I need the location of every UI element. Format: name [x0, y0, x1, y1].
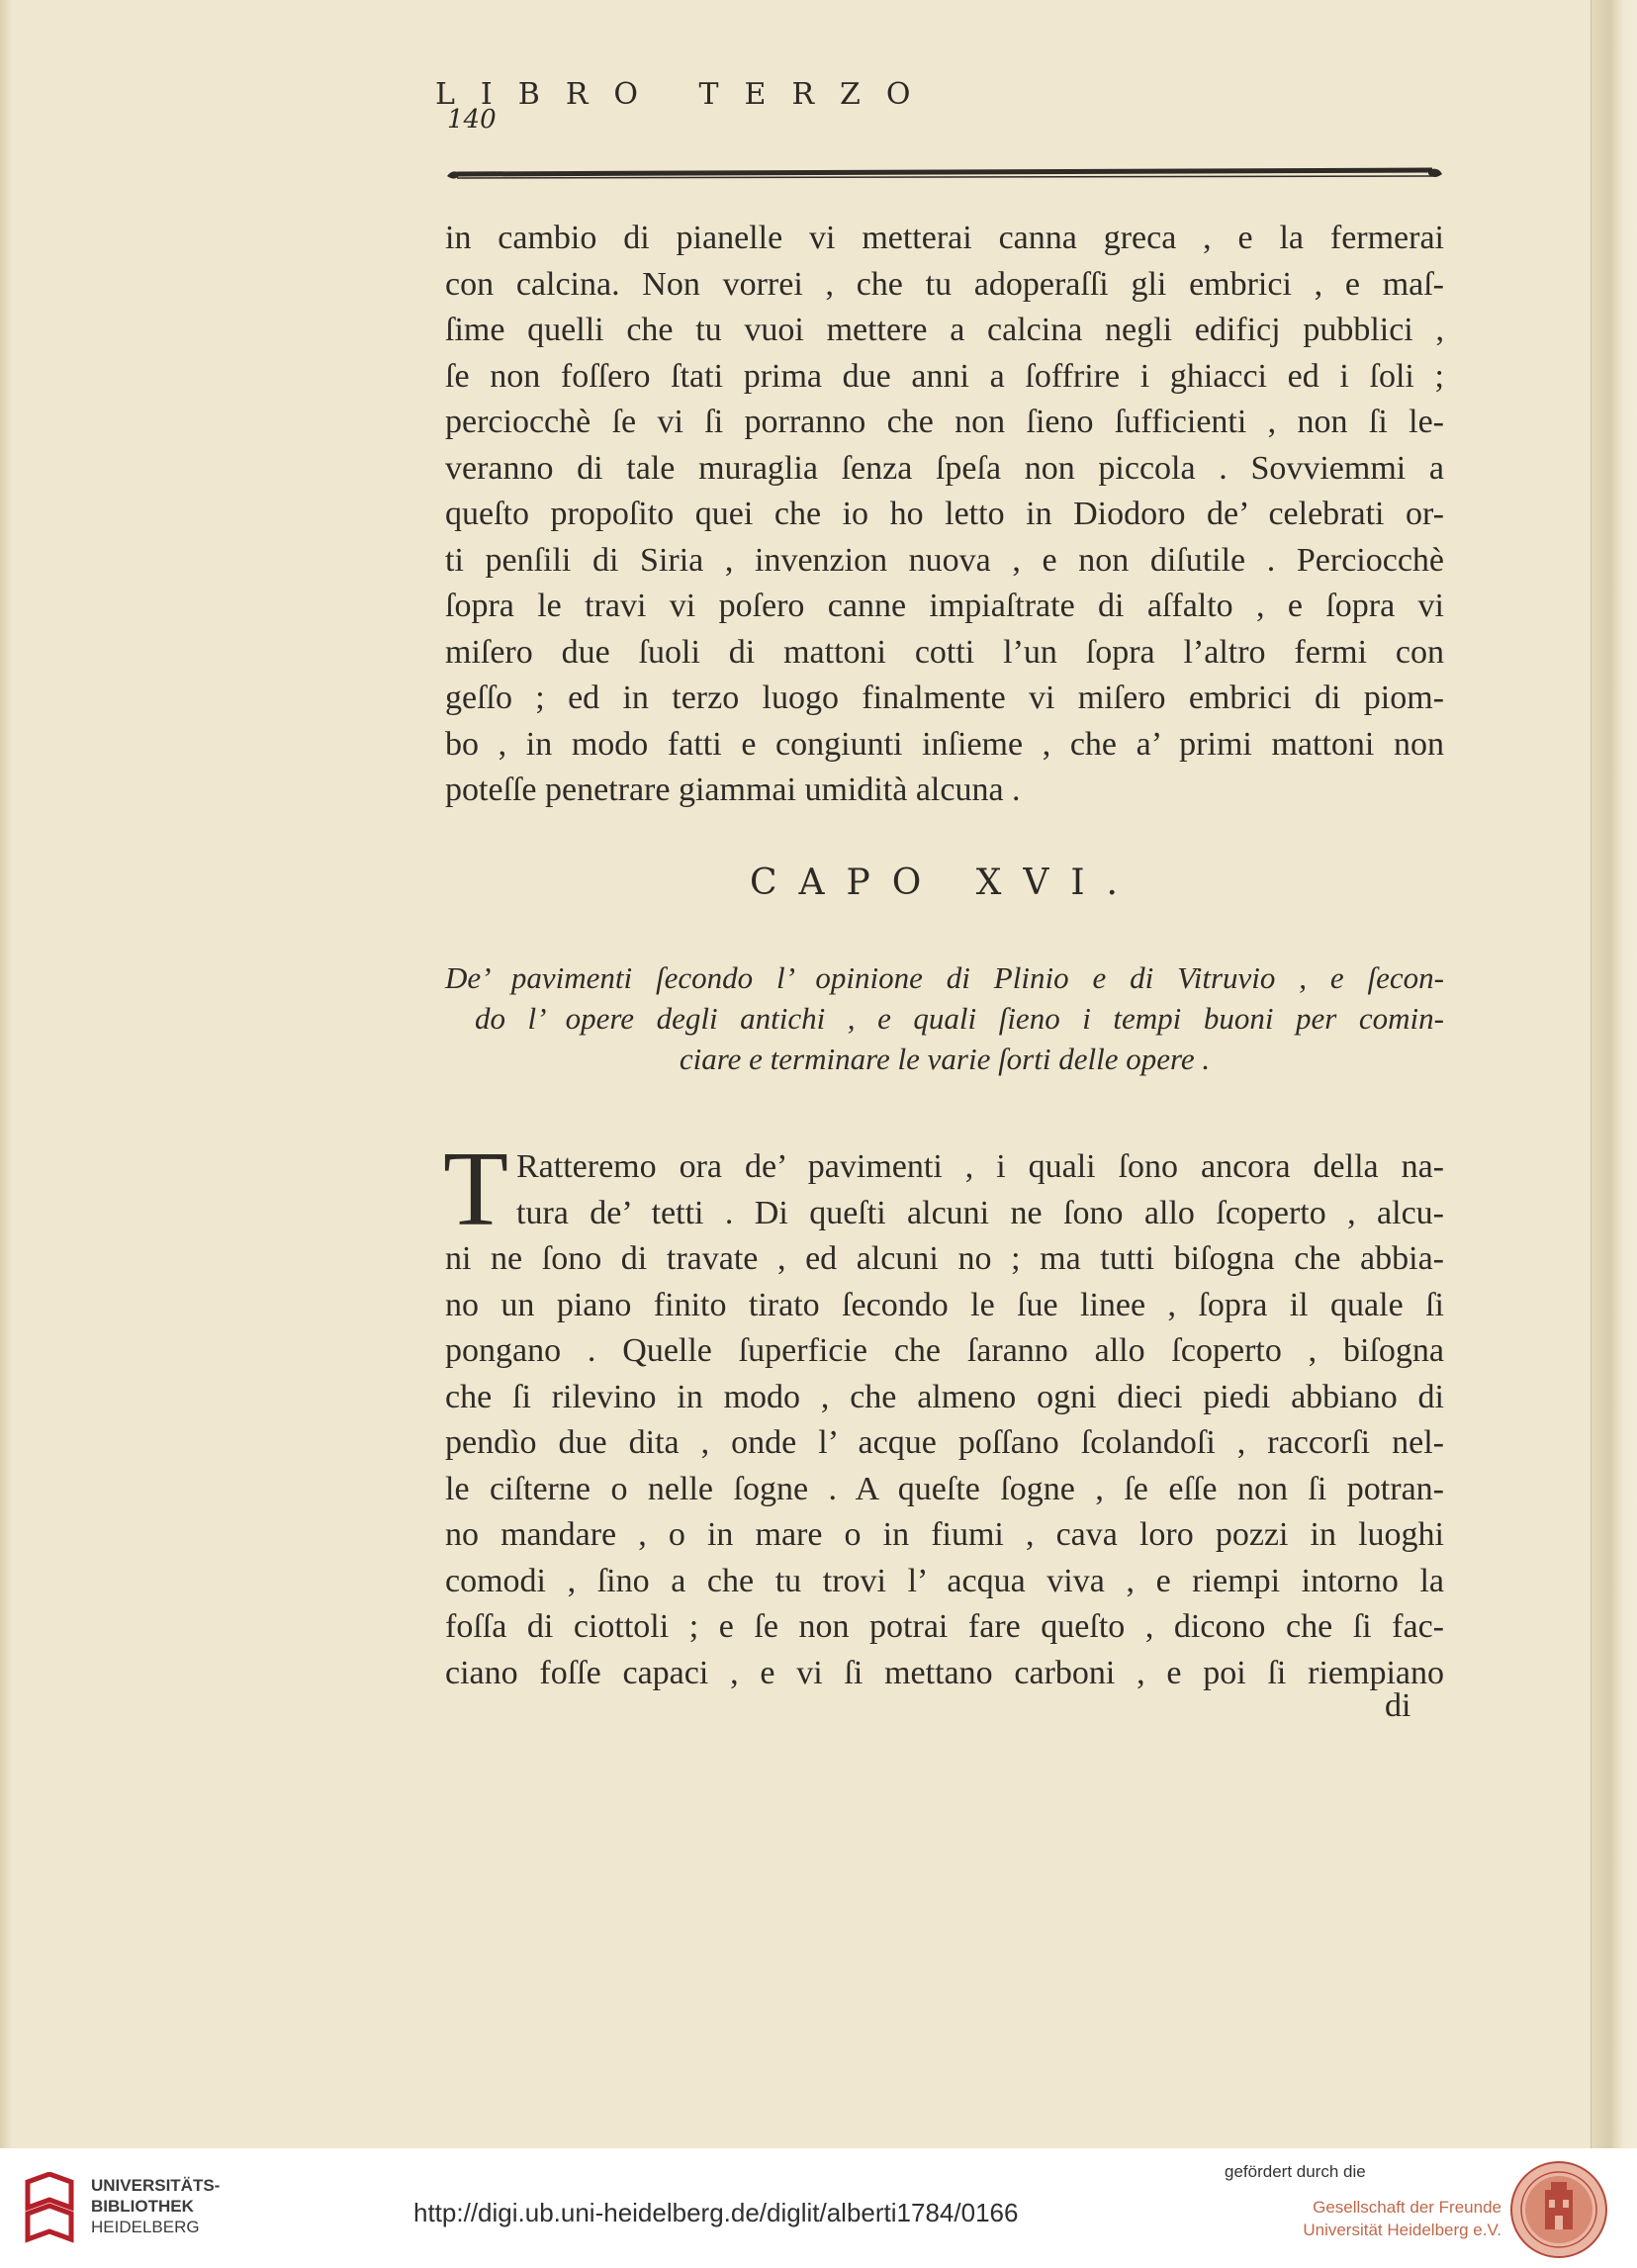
text-line: veranno di tale muraglia ſenza ſpeſa non piccola . Sovviemmi a — [445, 449, 1444, 487]
paragraph-2 — [443, 1131, 1444, 1696]
digitization-footer — [0, 2148, 1637, 2268]
sponsor-name-line: Universität Heidelberg e.V. — [1303, 2221, 1501, 2239]
drop-cap: T — [443, 1131, 508, 1248]
summary-line: De’ pavimenti ſecondo l’ opinione di Plinio e di Vitruvio , e ſecon- — [445, 960, 1444, 995]
header-ornamental-rule — [445, 160, 1444, 190]
text-line: ſime quelli che tu vuoi mettere a calcina negli edificj pubblici , — [445, 312, 1444, 348]
library-name-line: HEIDELBERG — [91, 2218, 200, 2236]
text-line: ni ne ſono di travate , ed alcuni no ; ma tutti biſogna che abbia- — [445, 1240, 1444, 1277]
library-name-line: BIBLIOTHEK — [91, 2197, 194, 2216]
text-line: foſſa di ciottoli ; e ſe non potrai fare queſto , dicono che ſi fac- — [445, 1608, 1444, 1645]
text-line: ſe non foſſero ſtati prima due anni a ſoffrire i ghiacci ed i ſoli ; — [445, 357, 1444, 395]
text-line: pendìo due dita , onde l’ acque poſſano ſcolandoſi , raccorſi nel- — [445, 1424, 1444, 1461]
text-line: comodi , ſino a che tu trovi l’ acqua viva , e riempi intorno la — [445, 1562, 1444, 1599]
text-line: Ratteremo ora de’ pavimenti , i quali ſono ancora della na- — [516, 1148, 1444, 1185]
sponsor-label: gefördert durch die — [1225, 2162, 1366, 2181]
text-line: pongano . Quelle ſuperficie che ſaranno allo ſcoperto , biſogna — [445, 1332, 1444, 1369]
text-line: ſopra le travi vi poſero canne impiaſtrate di aſfalto , e ſopra vi — [445, 588, 1444, 624]
text-line: ti penſili di Siria , invenzion nuova , e non diſutile . Perciocchè — [445, 541, 1444, 579]
text-line: no mandare , o in mare o in fiumi , cava loro pozzi in luoghi — [445, 1516, 1444, 1553]
text-line: queſto propoſito quei che io ho letto in Diodoro de’ celebrati or- — [445, 496, 1444, 532]
sponsor-name — [1254, 2196, 1501, 2241]
text-line: le ciſterne o nelle ſogne . A queſte ſogne , ſe eſſe non ſi potran- — [445, 1470, 1444, 1507]
library-name — [91, 2175, 220, 2237]
text-line: poteſſe penetrare giammai umidità alcuna . — [445, 771, 1021, 808]
text-line: ciano foſſe capaci , e vi ſi mettano carboni , e poi ſi riempiano — [445, 1654, 1444, 1691]
text-line: che ſi rilevino in modo , che almeno ogni dieci piedi abbiano di — [445, 1378, 1444, 1415]
chapter-heading: CAPO XVI. — [749, 862, 1139, 903]
sponsor-name-line: Gesellschaft der Freunde — [1313, 2198, 1501, 2217]
catchword: di — [1385, 1687, 1411, 1724]
chapter-summary — [445, 957, 1444, 1079]
running-title: LIBRO TERZO — [435, 77, 937, 112]
page-number: 140 — [447, 105, 497, 135]
text-line: geſſo ; ed in terzo luogo finalmente vi miſero embrici di piom- — [445, 680, 1444, 716]
page-gutter-shade — [0, 0, 12, 2148]
page-right-edge — [1591, 0, 1637, 2148]
text-line: perciocchè ſe vi ſi porranno che non ſieno ſufficienti , non ſi le- — [445, 404, 1444, 440]
text-line: in cambio di pianelle vi metterai canna greca , e la fermerai — [445, 220, 1444, 256]
summary-line: do l’ opere degli antichi , e quali ſieno i tempi buoni per comin- — [475, 1001, 1444, 1036]
permalink-url[interactable]: http://digi.ub.uni-heidelberg.de/diglit/alberti1784/0166 — [413, 2198, 1019, 2227]
summary-line: ciare e terminare le varie ſorti delle opere . — [679, 1042, 1211, 1076]
text-line: tura de’ tetti . Di queſti alcuni ne ſono allo ſcoperto , alcu- — [516, 1194, 1444, 1231]
text-line: bo , in modo fatti e congiunti inſieme , che a’ primi mattoni non — [445, 725, 1444, 763]
text-line: con calcina. Non vorrei , che tu adoperaſſi gli embrici , e maſ- — [445, 265, 1444, 303]
ub-logo-icon — [22, 2172, 77, 2249]
library-name-line: UNIVERSITÄTS- — [91, 2176, 221, 2195]
university-seal-icon — [1509, 2160, 1608, 2259]
text-line: no un piano finito tirato ſecondo le ſue linee , ſopra il quale ſi — [445, 1286, 1444, 1323]
paragraph-1 — [445, 216, 1444, 814]
text-line: miſero due ſuoli di mattoni cotti l’un ſopra l’altro fermi con — [445, 633, 1444, 671]
